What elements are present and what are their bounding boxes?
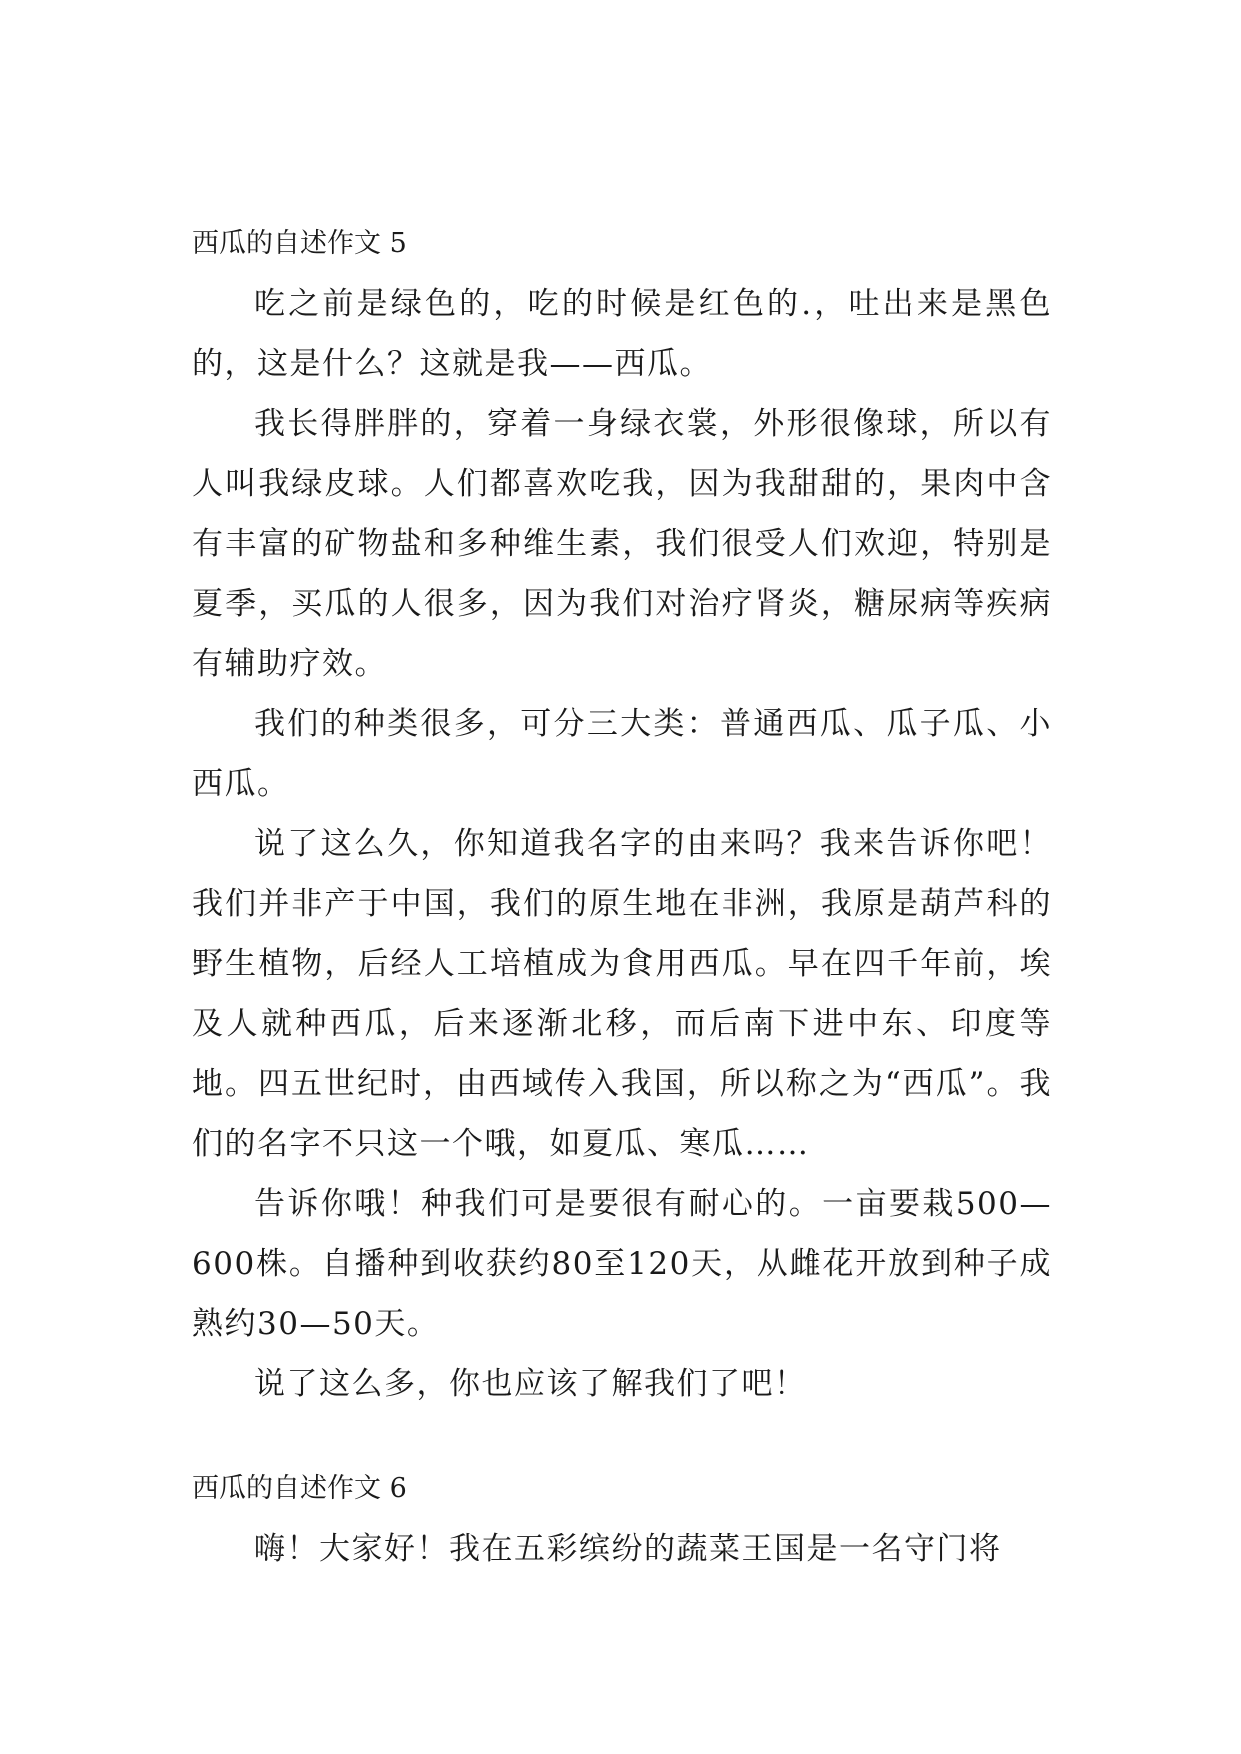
essay-paragraph: 我们的种类很多，可分三大类：普通西瓜、瓜子瓜、小西瓜。 xyxy=(192,706,1052,802)
essay-paragraph: 吃之前是绿色的，吃的时候是红色的.，吐出来是黑色的，这是什么？这就是我——西瓜。 xyxy=(192,286,1052,382)
essay-paragraph: 告诉你哦！种我们可是要很有耐心的。一亩要栽500—600株。自播种到收获约80至120天，从雌花开放到种子成熟约30—50天。 xyxy=(192,1186,1052,1342)
essay-paragraph: 嗨！大家好！我在五彩缤纷的蔬菜王国是一名守门将 xyxy=(254,1531,1002,1567)
essay-title-5: 西瓜的自述作文 5 xyxy=(192,228,407,259)
document-page xyxy=(192,214,1052,1579)
essay-paragraph: 说了这么久，你知道我名字的由来吗？我来告诉你吧！我们并非产于中国，我们的原生地在非洲，我原是葫芦科的野生植物，后经人工培植成为食用西瓜。早在四千年前，埃及人就种西瓜，后来逐渐北移，而后南下进中东、印度等地。四五世纪时，由西域传入我国，所以称之为“西瓜”。我们的名字不只这一个哦，如夏瓜、寒瓜…… xyxy=(192,826,1052,1162)
section-divider xyxy=(192,1414,1052,1459)
essay-paragraph: 我长得胖胖的，穿着一身绿衣裳，外形很像球，所以有人叫我绿皮球。人们都喜欢吃我，因为我甜甜的，果肉中含有丰富的矿物盐和多种维生素，我们很受人们欢迎，特别是夏季，买瓜的人很多，因为我们对治疗肾炎，糖尿病等疾病有辅助疗效。 xyxy=(192,406,1052,682)
essay-title-6: 西瓜的自述作文 6 xyxy=(192,1473,407,1504)
essay-paragraph: 说了这么多，你也应该了解我们了吧！ xyxy=(254,1366,807,1402)
